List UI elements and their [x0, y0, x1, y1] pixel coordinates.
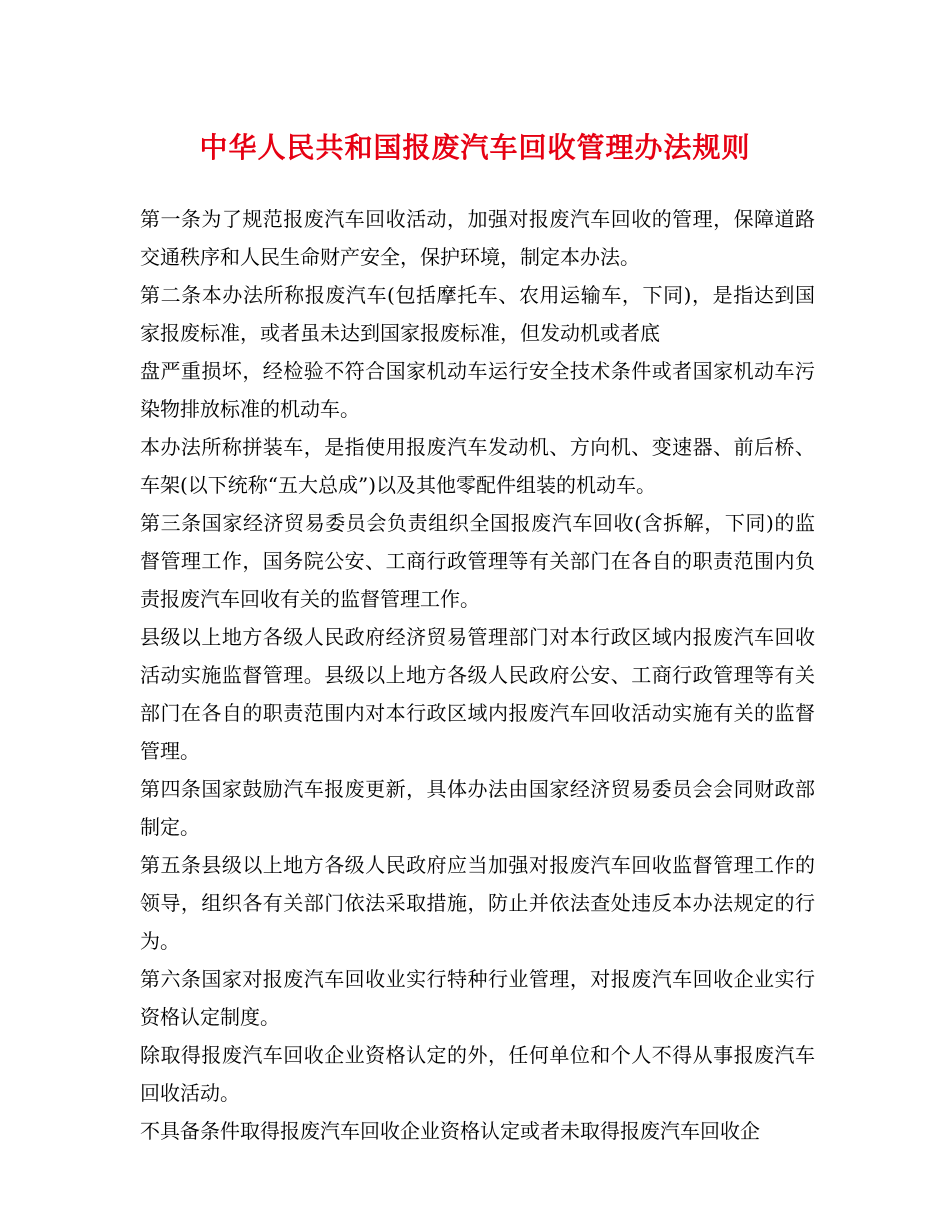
paragraph-article-6: 第六条国家对报废汽车回收业实行特种行业管理，对报废汽车回收企业实行资格认定制度。: [140, 967, 815, 1029]
document-title: 中华人民共和国报废汽车回收管理办法规则: [199, 131, 751, 164]
paragraph-unqualified-enterprises: 不具备条件取得报废汽车回收企业资格认定或者未取得报废汽车回收企: [140, 1119, 760, 1143]
paragraph-article-4: 第四条国家鼓励汽车报废更新，具体办法由国家经济贸易委员会会同财政部制定。: [140, 777, 815, 839]
paragraph-article-2: 第二条本办法所称报废汽车(包括摩托车、农用运输车，下同)，是指达到国家报废标准，或者虽未达到国家报废标准，但发动机或者底: [140, 283, 815, 345]
paragraph-article-3: 第三条国家经济贸易委员会负责组织全国报废汽车回收(含拆解，下同)的监督管理工作，国务院公安、工商行政管理等有关部门在各自的职责范围内负责报废汽车回收有关的监督管理工作。: [140, 511, 815, 611]
paragraph-article-5: 第五条县级以上地方各级人民政府应当加强对报废汽车回收监督管理工作的领导，组织各有关部门依法采取措施，防止并依法查处违反本办法规定的行为。: [140, 853, 815, 953]
document-body: [140, 200, 815, 1150]
paragraph-local-supervision: 县级以上地方各级人民政府经济贸易管理部门对本行政区域内报废汽车回收活动实施监督管理。县级以上地方各级人民政府公安、工商行政管理等有关部门在各自的职责范围内对本行政区域内报废汽车回收活动实施有关的监督管理。: [140, 625, 815, 763]
paragraph-qualification-requirement: 除取得报废汽车回收企业资格认定的外，任何单位和个人不得从事报废汽车回收活动。: [140, 1043, 815, 1105]
paragraph-article-1: 第一条为了规范报废汽车回收活动，加强对报废汽车回收的管理，保障道路交通秩序和人民生命财产安全，保护环境，制定本办法。: [140, 207, 815, 269]
paragraph-assembled-vehicle-definition: 本办法所称拼装车，是指使用报废汽车发动机、方向机、变速器、前后桥、车架(以下统称“五大总成”)以及其他零配件组装的机动车。: [140, 435, 815, 497]
paragraph-article-2-continued: 盘严重损坏，经检验不符合国家机动车运行安全技术条件或者国家机动车污染物排放标准的机动车。: [140, 359, 815, 421]
